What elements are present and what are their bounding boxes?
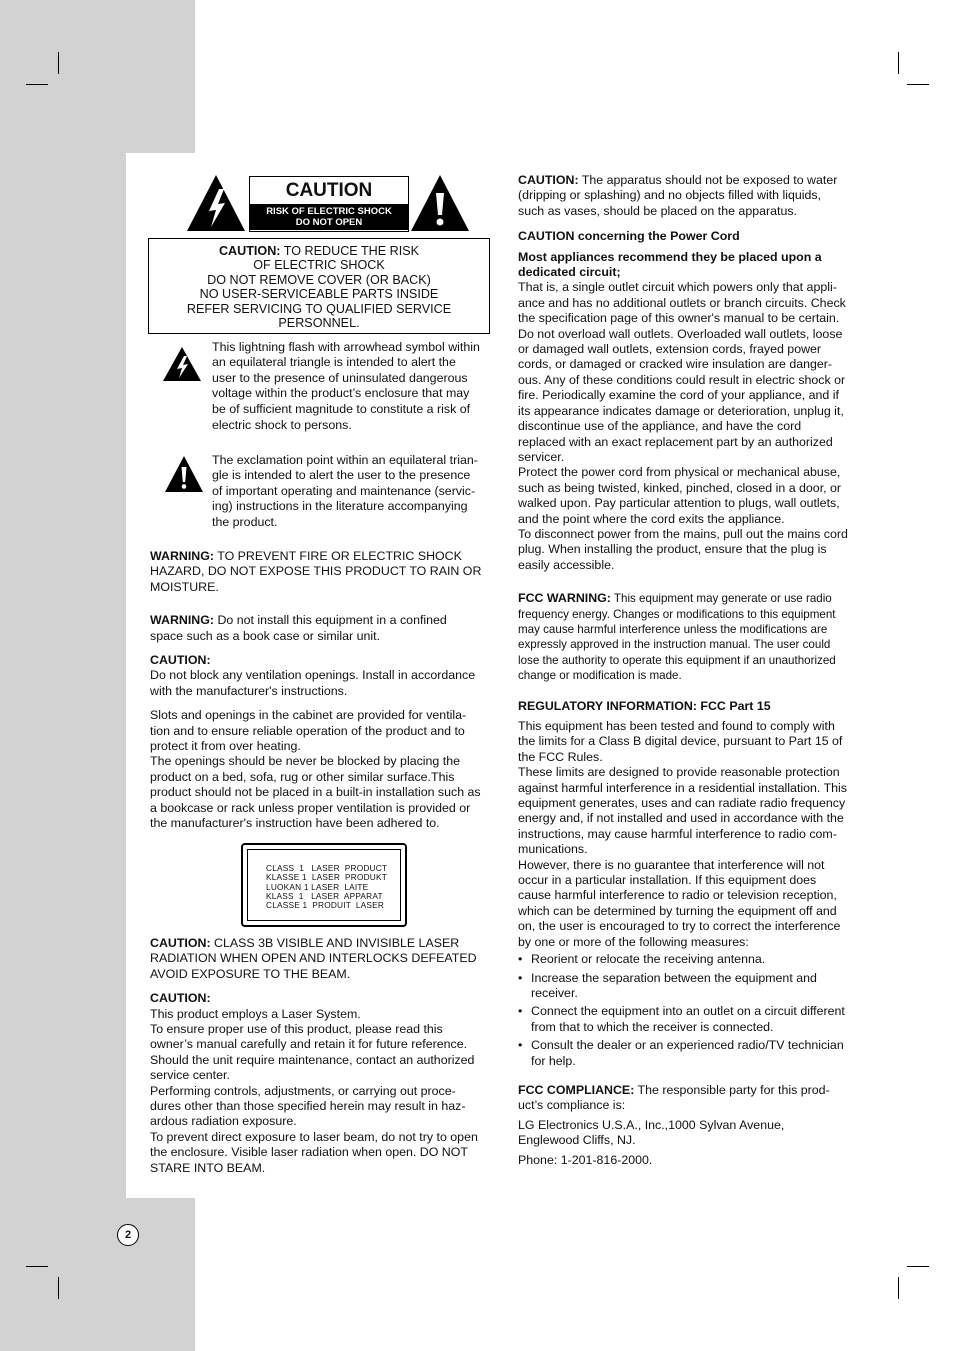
text-line: ous. Any of these conditions could result in electric shock or	[518, 372, 846, 387]
crop-mark	[898, 1277, 899, 1299]
risk-line: REFER SERVICING TO QUALIFIED SERVICE	[186, 301, 452, 316]
text-line: space such as a book case or similar unit.	[150, 628, 381, 643]
text-line: by one or more of the following measures:	[518, 934, 749, 949]
text-line: Protect the power cord from physical or mechanical abuse,	[518, 465, 841, 480]
text-line: cause harmful interference to radio or television reception,	[518, 888, 837, 903]
text-line: and the point where the cord exits the appliance.	[518, 511, 785, 526]
fcc-warning-lead: FCC WARNING:	[518, 591, 611, 606]
text-line: Should the unit require maintenance, contact an authorized	[150, 1052, 475, 1067]
lightning-warning-icon	[185, 173, 247, 233]
risk-line: DO NOT REMOVE COVER (OR BACK)	[207, 272, 431, 287]
laser-label-line: LUOKAN 1 LASER LAITE	[266, 881, 369, 892]
caution-subtitle-line: RISK OF ELECTRIC SHOCK	[266, 206, 392, 217]
text-line: Performing controls, adjustments, or carrying out proce-	[150, 1083, 456, 1098]
power-cord-text	[518, 280, 868, 573]
text-line: Englewood Cliffs, NJ.	[518, 1133, 636, 1148]
lightning-symbol-icon	[162, 346, 202, 382]
text-line: product on a bed, sofa, rug or other similar surface.This	[150, 769, 455, 784]
risk-of-shock-box	[148, 238, 490, 334]
heading-text: REGULATORY INFORMATION: FCC Part 15	[518, 698, 771, 713]
caution-lead: CAUTION:	[150, 653, 211, 668]
text-line: frequency energy. Changes or modifications to this equipment	[518, 607, 836, 621]
text-line: against harmful interference in a residential installation. This	[518, 780, 847, 795]
text-line: such as being twisted, kinked, pinched, closed in a door, or	[518, 480, 842, 495]
text-line: easily accessible.	[518, 557, 615, 572]
lightning-explanation	[160, 340, 500, 438]
text-line: fire. Periodically examine the cord of your appliance, and if	[518, 388, 839, 403]
text-line: a bookcase or rack unless proper ventilation is provided or	[150, 800, 471, 815]
text-line: These limits are designed to provide reasonable protection	[518, 765, 840, 780]
text-line: Slots and openings in the cabinet are provided for ventila-	[150, 708, 467, 723]
text-line: The responsible party for this prod-	[634, 1082, 830, 1097]
text-line: user to the presence of uninsulated dangerous	[212, 370, 468, 385]
crop-mark	[26, 84, 48, 85]
caution-lead: CAUTION:	[518, 173, 579, 187]
heading-text: CAUTION concerning the Power Cord	[518, 229, 740, 244]
text-line: its appearance indicates damage or deterioration, unplug it,	[518, 403, 844, 418]
text-line: protect it from over heating.	[150, 739, 301, 754]
regulatory-heading	[518, 699, 868, 714]
text-line: HAZARD, DO NOT EXPOSE THIS PRODUCT TO RAIN OR	[150, 564, 482, 579]
lightning-text	[212, 340, 495, 433]
text-line: instructions, may cause harmful interference to radio com-	[518, 826, 837, 841]
text-line: Connect the equipment into an outlet on a circuit different	[531, 1004, 845, 1019]
measures-list	[518, 952, 868, 1069]
caution-laser-system	[150, 991, 500, 1176]
risk-line: PERSONNEL.	[278, 316, 360, 331]
crop-mark	[26, 1266, 48, 1267]
text-line: dures other than those specified herein may result in haz-	[150, 1099, 466, 1114]
text-line: lose the authority to operate this equipment if an unauthorized	[518, 653, 836, 667]
caution-label	[249, 176, 409, 232]
text-line: an equilateral triangle is intended to alert the	[212, 355, 456, 370]
risk-line: OF ELECTRIC SHOCK	[253, 258, 385, 273]
text-line: MOISTURE.	[150, 579, 219, 594]
warning-lead: WARNING:	[150, 549, 215, 563]
text-line: plug. When installing the product, ensure that the plug is	[518, 542, 827, 557]
caution-class3b	[150, 936, 500, 982]
risk-line: TO REDUCE THE RISK	[280, 244, 420, 258]
text-line: the product.	[212, 514, 278, 529]
text-line: such as vases, should be placed on the apparatus.	[518, 203, 797, 218]
laser-label-line: CLASSE 1 PRODUIT LASER	[266, 900, 385, 911]
list-item	[518, 971, 868, 1002]
text-line: expressly approved in the instruction manual. The user could	[518, 638, 831, 652]
text-line: CLASS 3B VISIBLE AND INVISIBLE LASER	[210, 936, 460, 950]
text-line: for help.	[531, 1053, 576, 1068]
fcc-warning	[518, 591, 868, 683]
caution-lead: CAUTION:	[150, 936, 211, 950]
text-line: walked upon. Pay particular attention to plugs, wall outlets,	[518, 496, 840, 511]
laser-label-line: KLASSE 1 LASER PRODUKT	[266, 872, 387, 883]
text-line: change or modification is made.	[518, 669, 682, 683]
text-line: the manufacturer's instruction have been adhered to.	[150, 816, 440, 831]
text-line: equipment generates, uses and can radiate radio frequency	[518, 796, 846, 811]
list-item	[518, 952, 868, 967]
text-line: owner’s manual carefully and retain it for future reference.	[150, 1037, 468, 1052]
text-line: be of sufficient magnitude to constitute a risk of	[212, 401, 471, 416]
text-line: The openings should be never be blocked by placing the	[150, 754, 460, 769]
text-line: tion and to ensure reliable operation of the product and to	[150, 723, 465, 738]
warning-confined	[150, 613, 500, 644]
crop-mark	[907, 84, 929, 85]
power-cord-subheading	[518, 250, 868, 281]
text-line: discontinue use of the appliance, and have the cord	[518, 419, 802, 434]
subheading-line: Most appliances recommend they be placed upon a	[518, 249, 822, 264]
text-line: This product employs a Laser System.	[150, 1006, 361, 1021]
text-line: ardous radiation exposure.	[150, 1114, 297, 1129]
phone: Phone: 1-201-816-2000.	[518, 1152, 653, 1167]
power-cord-heading	[518, 229, 868, 244]
text-line: ance and has no additional outlets or branch circuits. Check	[518, 295, 846, 310]
text-line: on, the user is encouraged to try to correct the interference	[518, 919, 841, 934]
text-line: servicer.	[518, 449, 565, 464]
text-line: (dripping or splashing) and no objects filled with liquids,	[518, 188, 822, 203]
crop-mark	[907, 1266, 929, 1267]
text-line: Consult the dealer or an experienced radio/TV technician	[531, 1038, 844, 1053]
text-line: That is, a single outlet circuit which powers only that appli-	[518, 280, 837, 295]
text-line: Do not overload wall outlets. Overloaded wall outlets, loose	[518, 326, 843, 341]
text-line: the specification page of this owner's manual to be certain.	[518, 311, 840, 326]
text-line: Increase the separation between the equipment and	[531, 970, 817, 985]
caution-subtitle-line: DO NOT OPEN	[295, 217, 363, 228]
left-column-bottom	[150, 936, 500, 1176]
text-line: the FCC Rules.	[518, 749, 603, 764]
text-line: STARE INTO BEAM.	[150, 1160, 266, 1175]
text-line: The apparatus should not be exposed to water	[578, 173, 838, 187]
subheading-line: dedicated circuit;	[518, 265, 621, 280]
exclamation-symbol-icon	[164, 455, 204, 493]
text-line: This equipment may generate or use radio	[610, 592, 832, 606]
text-line: of important operating and maintenance (servic-	[212, 483, 476, 498]
text-line: or damaged wall outlets, extension cords, frayed power	[518, 342, 822, 357]
text-line: However, there is no guarantee that interference will not	[518, 857, 825, 872]
text-line: TO PREVENT FIRE OR ELECTRIC SHOCK	[214, 549, 462, 563]
crop-mark	[58, 52, 59, 74]
risk-line: NO USER-SERVICEABLE PARTS INSIDE	[199, 287, 439, 302]
text-line: cords, or damaged or cracked wire insulation are danger-	[518, 357, 833, 372]
caution-title: CAUTION	[285, 180, 373, 201]
text-line: energy and, if not installed and used in accordance with the	[518, 811, 844, 826]
crop-mark	[58, 1277, 59, 1299]
right-column	[518, 173, 868, 1168]
text-line: product should not be placed in a built-in installation such as	[150, 785, 481, 800]
text-line: replaced with an exact replacement part by an authorized	[518, 434, 833, 449]
warning-rain	[150, 549, 500, 595]
address	[518, 1118, 868, 1149]
text-line: from that to which the receiver is connected.	[531, 1019, 774, 1034]
laser-product-label	[241, 843, 407, 927]
text-line: occur in a particular installation. If this equipment does	[518, 873, 817, 888]
caution-water	[518, 173, 868, 219]
text-line: To prevent direct exposure to laser beam, do not try to open	[150, 1129, 478, 1144]
page-number: 2	[117, 1224, 139, 1246]
risk-lead: CAUTION:	[218, 244, 281, 258]
text-line: electric shock to persons.	[212, 418, 352, 433]
laser-label-line: KLASS 1 LASER APPARAT	[266, 890, 383, 901]
text-line: may cause harmful interference unless the modifications are	[518, 622, 828, 636]
text-line: Do not install this equipment in a confined	[214, 613, 447, 628]
text-line: which can be determined by turning the equipment off and	[518, 903, 837, 918]
text-line: uct’s compliance is:	[518, 1098, 626, 1113]
text-line: To ensure proper use of this product, please read this	[150, 1022, 443, 1037]
text-line: receiver.	[531, 985, 578, 1000]
text-line: service center.	[150, 1068, 230, 1083]
text-line: the limits for a Class B digital device, pursuant to Part 15 of	[518, 734, 843, 749]
text-line: ing) instructions in the literature accompanying	[212, 499, 468, 514]
left-column	[150, 549, 500, 832]
caution-ventilation	[150, 653, 500, 699]
exclamation-text	[212, 453, 495, 530]
text-line: munications.	[518, 842, 588, 857]
list-item	[518, 1004, 868, 1035]
compliance-lead: FCC COMPLIANCE:	[518, 1082, 635, 1097]
laser-label-text	[247, 849, 401, 921]
text-line: gle is intended to alert the user to the presence	[212, 468, 471, 483]
list-item	[518, 1038, 868, 1069]
text-line: Do not block any ventilation openings. Install in accordance	[150, 668, 476, 683]
text-line: This lightning flash with arrowhead symbol within	[212, 340, 480, 354]
warning-lead: WARNING:	[150, 613, 215, 628]
exclamation-explanation	[160, 453, 500, 533]
text-line: voltage within the product’s enclosure that may	[212, 386, 470, 401]
crop-mark	[898, 52, 899, 74]
text-line: Reorient or relocate the receiving antenna.	[531, 952, 766, 967]
text-line: This equipment has been tested and found to comply with	[518, 719, 835, 733]
text-line: LG Electronics U.S.A., Inc.,1000 Sylvan Avenue,	[518, 1117, 785, 1132]
text-line: AVOID EXPOSURE TO THE BEAM.	[150, 966, 351, 981]
fcc-compliance	[518, 1083, 868, 1114]
laser-label-line: CLASS 1 LASER PRODUCT	[266, 863, 388, 873]
exclamation-warning-icon	[409, 173, 471, 233]
text-line: the enclosure. Visible laser radiation when open. DO NOT	[150, 1145, 468, 1160]
text-line: RADIATION WHEN OPEN AND INTERLOCKS DEFEATED	[150, 951, 477, 966]
regulatory-text	[518, 719, 868, 950]
text-line: The exclamation point within an equilateral trian-	[212, 453, 478, 467]
text-line: with the manufacturer's instructions.	[150, 683, 348, 698]
slots-paragraph	[150, 708, 500, 831]
caution-subtitle	[250, 204, 408, 230]
caution-lead: CAUTION:	[150, 991, 211, 1006]
text-line: To disconnect power from the mains, pull out the mains cord	[518, 526, 848, 541]
